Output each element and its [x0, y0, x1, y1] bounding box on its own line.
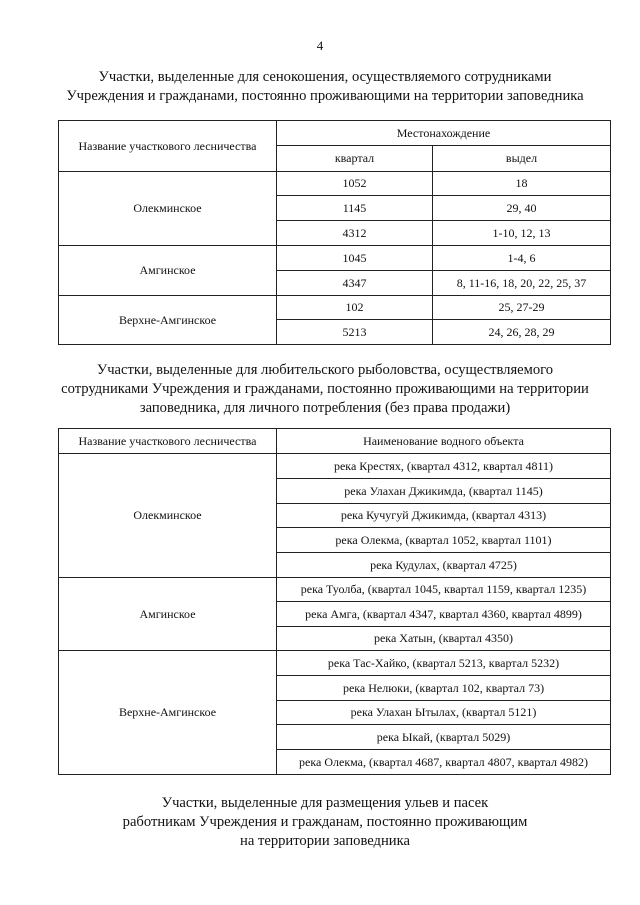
vydel-cell: 24, 26, 28, 29 — [433, 320, 611, 345]
water-object-cell: река Хатын, (квартал 4350) — [277, 627, 611, 651]
apiary-section-heading — [40, 794, 610, 851]
water-object-cell: река Нелюки, (квартал 102, квартал 73) — [277, 676, 611, 701]
fishing-table — [58, 428, 611, 775]
forestry-name: Олекминское — [59, 172, 277, 246]
column-header-forestry: Название участкового лесничества — [59, 429, 277, 454]
water-object-cell: река Тас-Хайко, (квартал 5213, квартал 5232) — [277, 651, 611, 676]
vydel-cell: 25, 27-29 — [433, 296, 611, 320]
kvartal-cell: 102 — [277, 296, 433, 320]
forestry-name: Амгинское — [59, 578, 277, 651]
water-object-cell: река Улахан Джикимда, (квартал 1145) — [277, 479, 611, 504]
table-row — [59, 578, 611, 602]
kvartal-cell: 1145 — [277, 196, 433, 221]
water-object-cell: река Улахан Ытылах, (квартал 5121) — [277, 701, 611, 725]
kvartal-cell: 4347 — [277, 271, 433, 296]
table-row — [59, 296, 611, 320]
heading-line: заповедника, для личного потребления (без права продажи) — [139, 400, 511, 416]
kvartal-cell: 1045 — [277, 246, 433, 271]
heading-line: Участки, выделенные для размещения ульев и пасек — [161, 795, 489, 811]
hay-table — [58, 120, 611, 345]
water-object-cell: река Олекма, (квартал 1052, квартал 1101) — [277, 528, 611, 553]
forestry-name: Олекминское — [59, 454, 277, 578]
forestry-name: Верхне-Амгинское — [59, 296, 277, 345]
kvartal-cell: 5213 — [277, 320, 433, 345]
column-header-kvartal: квартал — [277, 146, 433, 172]
water-object-cell: река Туолба, (квартал 1045, квартал 1159, квартал 1235) — [277, 578, 611, 602]
water-object-cell: река Кудулах, (квартал 4725) — [277, 553, 611, 578]
column-header-water-object: Наименование водного объекта — [277, 429, 611, 454]
heading-line: работникам Учреждения и гражданам, постоянно проживающим — [122, 814, 528, 830]
forestry-name: Амгинское — [59, 246, 277, 296]
table-row — [59, 172, 611, 196]
hay-section-heading — [40, 68, 610, 106]
heading-line: Учреждения и гражданами, постоянно проживающими на территории заповедника — [66, 88, 584, 104]
kvartal-cell: 4312 — [277, 221, 433, 246]
page-number: 4 — [316, 38, 324, 53]
kvartal-cell: 1052 — [277, 172, 433, 196]
heading-line: сотрудниками Учреждения и гражданами, постоянно проживающими на территории — [61, 381, 589, 397]
column-header-vydel: выдел — [433, 146, 611, 172]
forestry-name: Верхне-Амгинское — [59, 651, 277, 775]
vydel-cell: 18 — [433, 172, 611, 196]
water-object-cell: река Кучугуй Джикимда, (квартал 4313) — [277, 504, 611, 528]
water-object-cell: река Олекма, (квартал 4687, квартал 4807, квартал 4982) — [277, 750, 611, 775]
water-object-cell: река Ыкай, (квартал 5029) — [277, 725, 611, 750]
fishing-section-heading — [40, 361, 610, 418]
table-row — [59, 246, 611, 271]
vydel-cell: 8, 11-16, 18, 20, 22, 25, 37 — [433, 271, 611, 296]
table-row — [59, 454, 611, 479]
vydel-cell: 1-4, 6 — [433, 246, 611, 271]
vydel-cell: 1-10, 12, 13 — [433, 221, 611, 246]
vydel-cell: 29, 40 — [433, 196, 611, 221]
heading-line: Участки, выделенные для любительского рыболовства, осуществляемого — [96, 362, 554, 378]
column-header-location: Местонахождение — [277, 121, 611, 146]
heading-line: Участки, выделенные для сенокошения, осуществляемого сотрудниками — [98, 69, 552, 85]
water-object-cell: река Крестях, (квартал 4312, квартал 4811) — [277, 454, 611, 479]
heading-line: на территории заповедника — [240, 833, 410, 849]
column-header-forestry: Название участкового лесничества — [59, 121, 277, 172]
water-object-cell: река Амга, (квартал 4347, квартал 4360, квартал 4899) — [277, 602, 611, 627]
table-row — [59, 651, 611, 676]
